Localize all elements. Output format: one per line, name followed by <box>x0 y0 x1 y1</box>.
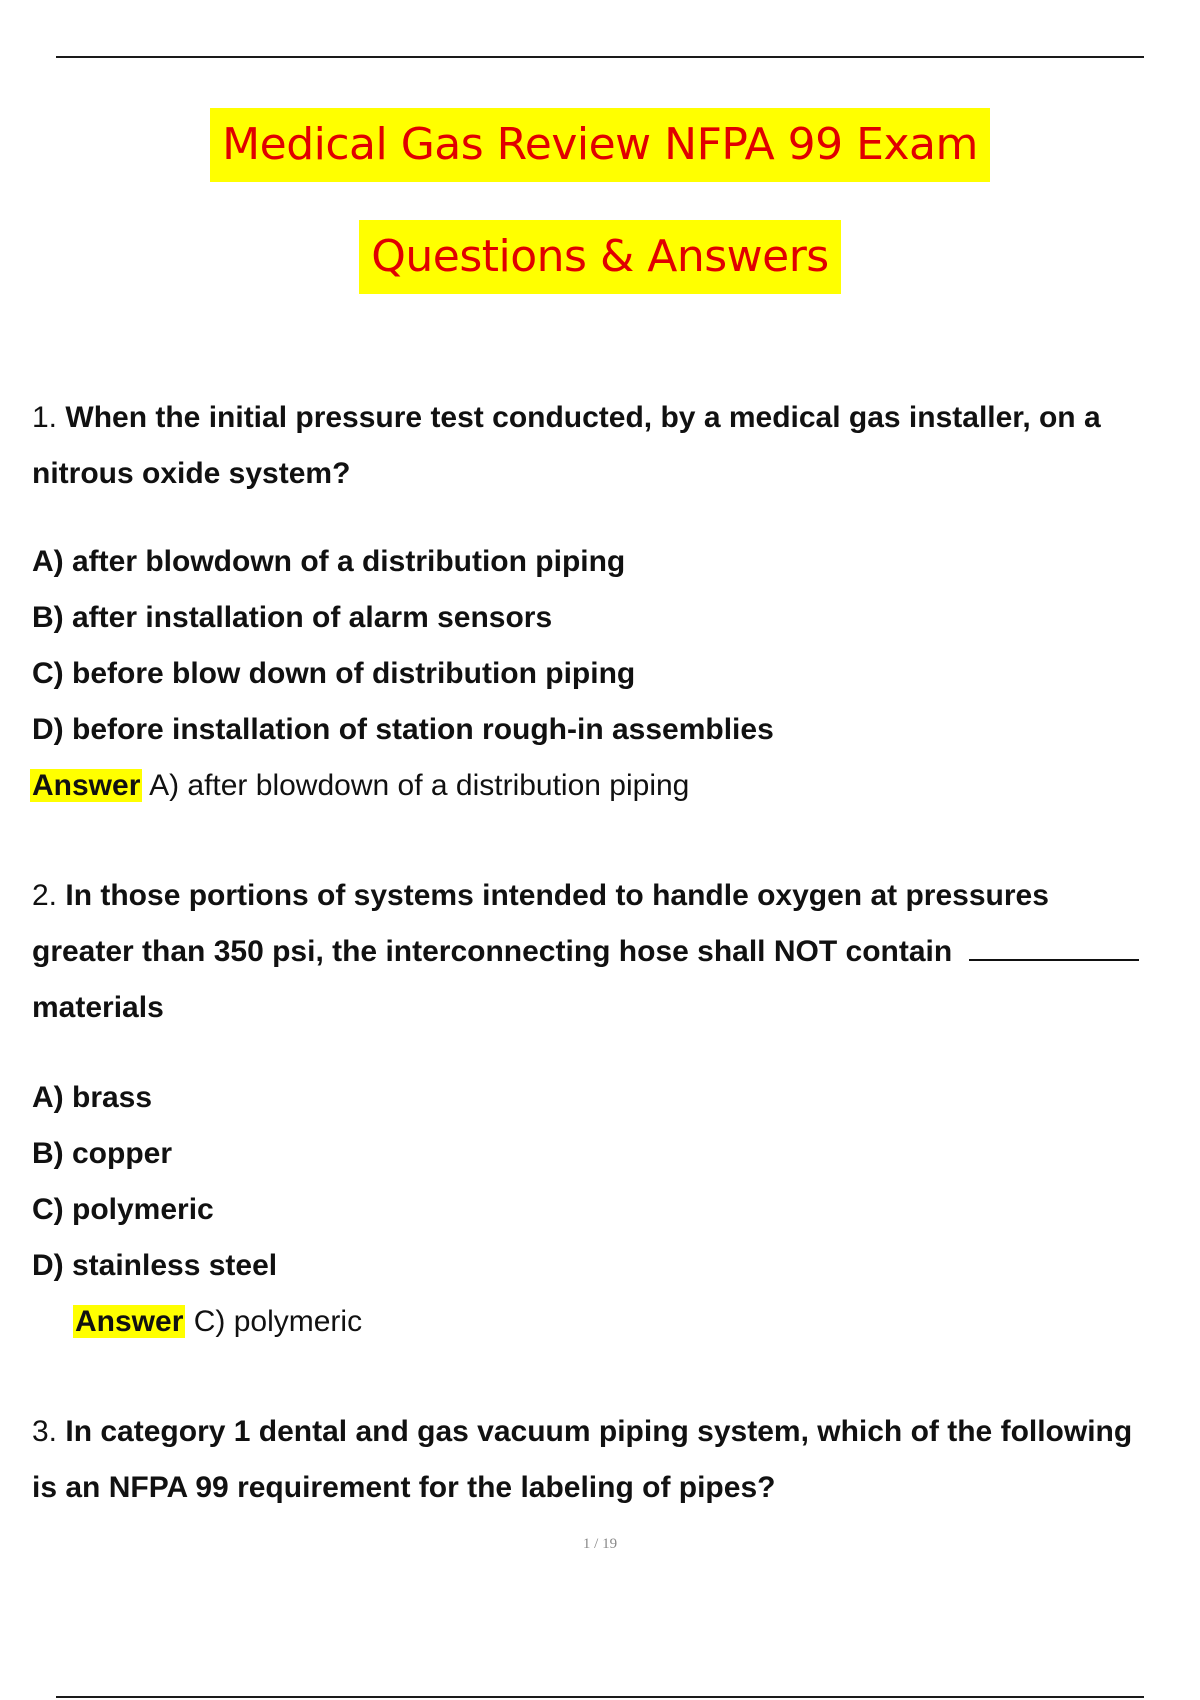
question-1-line-1 <box>32 398 1101 438</box>
answer-label: Answer <box>32 769 141 802</box>
page-number: 1 / 19 <box>582 1536 618 1552</box>
question-2-option-c: C) polymeric <box>32 1193 214 1226</box>
question-1-option-a: A) after blowdown of a distribution piping <box>32 545 626 578</box>
question-2-text-3: materials <box>32 991 164 1024</box>
question-2-option-a: A) brass <box>32 1081 153 1114</box>
question-3-text-1: In category 1 dental and gas vacuum piping system, which of the following <box>65 1415 1133 1448</box>
question-2-line-2 <box>32 932 1139 972</box>
question-2-line-1 <box>32 876 1049 916</box>
question-1-text-2: nitrous oxide system? <box>32 457 351 490</box>
question-1-answer-text: A) after blowdown of a distribution piping <box>149 769 690 802</box>
document-title-line-2 <box>0 220 1200 294</box>
question-3-number: 3. <box>32 1415 58 1448</box>
question-1-number: 1. <box>32 401 58 434</box>
document-title-line-1 <box>0 108 1200 182</box>
question-2-answer <box>73 1302 362 1342</box>
fill-in-blank <box>969 959 1139 961</box>
answer-label: Answer <box>75 1305 184 1338</box>
question-3-text-2: is an NFPA 99 requirement for the labeling of pipes? <box>32 1471 776 1504</box>
question-1-answer <box>30 766 689 806</box>
question-2-number: 2. <box>32 879 58 912</box>
top-rule <box>56 56 1144 58</box>
question-1-line-2 <box>32 454 350 494</box>
question-1-option-b: B) after installation of alarm sensors <box>32 601 553 634</box>
question-2-text-1: In those portions of systems intended to handle oxygen at pressures <box>65 879 1049 912</box>
question-2-line-3 <box>32 988 164 1028</box>
bottom-rule <box>56 1696 1144 1698</box>
question-1-option-c: C) before blow down of distribution piping <box>32 657 636 690</box>
question-1-text-1: When the initial pressure test conducted, by a medical gas installer, on a <box>65 401 1101 434</box>
question-2-answer-text: C) polymeric <box>193 1305 363 1338</box>
question-2-option-d: D) stainless steel <box>32 1249 278 1282</box>
title-highlight-1: Medical Gas Review NFPA 99 Exam <box>210 108 990 182</box>
question-2-text-2: greater than 350 psi, the interconnecting hose shall NOT contain <box>32 935 953 968</box>
question-1-option-d: D) before installation of station rough-in assemblies <box>32 713 774 746</box>
question-3-line-2 <box>32 1468 775 1508</box>
question-2-option-b: B) copper <box>32 1137 173 1170</box>
title-highlight-2: Questions & Answers <box>359 220 840 294</box>
question-3-line-1 <box>32 1412 1132 1452</box>
